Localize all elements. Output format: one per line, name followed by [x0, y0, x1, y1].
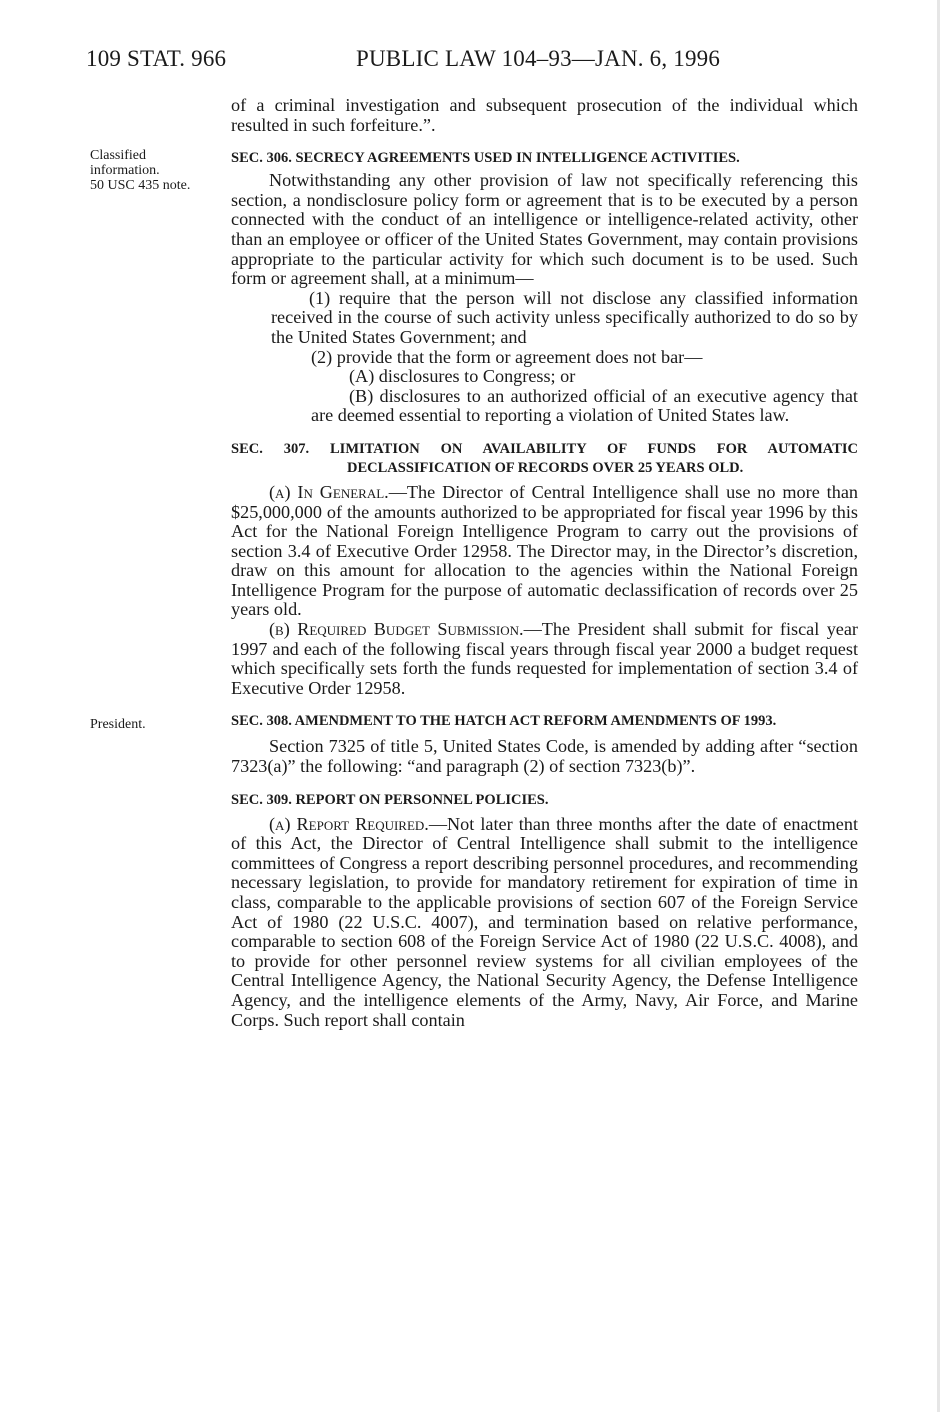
- margin-note-line: 50 USC 435 note.: [90, 178, 191, 193]
- sec-307-b-text: —The President shall submit for fiscal year 1997 and each of the following fiscal years through fiscal year 2000 a budget request which specifically sets forth the funds requested for implementation of section 3.4 of Executive Order 12958.: [231, 619, 858, 698]
- sec-306-heading: SEC. 306. SECRECY AGREEMENTS USED IN INTELLIGENCE ACTIVITIES.: [231, 150, 740, 167]
- sec-307-b: [231, 620, 858, 698]
- sec-309-a-label: (a) Report Required.: [269, 813, 429, 834]
- carryover-paragraph: of a criminal investigation and subsequent prosecution of the individual which resulted in such forfeiture.”.: [231, 95, 858, 135]
- sec-306-sub-b: (B) disclosures to an authorized official of an executive agency that are deemed essential to reporting a violation of United States law.: [311, 385, 858, 426]
- sec-306-para-1: (1) require that the person will not disclose any classified information received in the course of such activity unless specifically authorized to do so by the United States Government; and: [271, 287, 858, 347]
- sec-309-heading: SEC. 309. REPORT ON PERSONNEL POLICIES.: [231, 791, 549, 808]
- sec-306-para-2: (2) provide that the form or agreement does not bar—: [311, 346, 703, 367]
- sec-308-text: Section 7325 of title 5, United States Code, is amended by adding after “section 7323(a)” the following: “and paragraph (2) of section 7323(b)”.: [231, 736, 858, 777]
- page-header: [86, 46, 866, 76]
- margin-note-line: information.: [90, 163, 160, 178]
- sec-307-heading: SEC. 307. LIMITATION ON AVAILABILITY OF FUNDS FOR AUTOMATIC DECLASSIFICATION OF RECORDS OVER 25 YEARS OLD.: [231, 440, 858, 476]
- stat-page-number: 109 STAT. 966: [86, 46, 227, 71]
- sec-307-a-label: (a) In General.: [269, 481, 389, 502]
- sec-307-a: [231, 483, 858, 620]
- public-law-date: PUBLIC LAW 104–93—JAN. 6, 1996: [356, 46, 721, 71]
- margin-note-classified: [90, 148, 190, 193]
- margin-note-president: President.: [90, 717, 146, 732]
- sec-309-a: [231, 815, 858, 1031]
- page-edge-shadow: [937, 0, 940, 1412]
- margin-note-line: Classified: [90, 148, 146, 163]
- sec-306-text: Notwithstanding any other provision of law not specifically referencing this section, a nondisclosure policy form or agreement that is to be executed by a person connected with the conduct of an intelligence or intelligence-related activity, other than an employee or officer of the United States Government, may contain provisions appropriate to the particular activity for which such document is to be used. Such form or agreement shall, at a minimum—: [231, 170, 858, 289]
- sec-309-a-text: —Not later than three months after the date of enactment of this Act, the Director of Central Intelligence shall submit to the intelligence committees of Congress a report describing personnel procedures, and recommending necessary legislation, to provide for mandatory retirement for expiration of time in class, comparable to the applicable provisions of section 607 of the Foreign Service Act of 1980 (22 U.S.C. 4007), and termination based on relative performance, comparable to section 608 of the Foreign Service Act of 1980 (22 U.S.C. 4008), and to provide for other personnel review systems for all civilian employees of the Central Intelligence Agency, the National Security Agency, the Defense Intelligence Agency, and the intelligence elements of the Army, Navy, Air Force, and Marine Corps. Such report shall contain: [231, 813, 859, 1030]
- sec-306-sub-a: (A) disclosures to Congress; or: [349, 366, 576, 387]
- sec-307-b-label: (b) Required Budget Submission.: [269, 619, 524, 640]
- sec-307-a-text: —The Director of Central Intelligence shall use no more than $25,000,000 of the amounts authorized to be appropriated for fiscal year 1996 by this Act for the National Foreign Intelligence Program to carry out the provisions of section 3.4 of Executive Order 12958. The Director may, in the Director’s discretion, draw on this amount for allocation to the agencies within the National Foreign Intelligence Program for the purpose of automatic declassification of records over 25 years old.: [231, 481, 858, 620]
- sec-308-heading: SEC. 308. AMENDMENT TO THE HATCH ACT REFORM AMENDMENTS OF 1993.: [231, 713, 777, 730]
- body-text-column: [231, 96, 858, 1030]
